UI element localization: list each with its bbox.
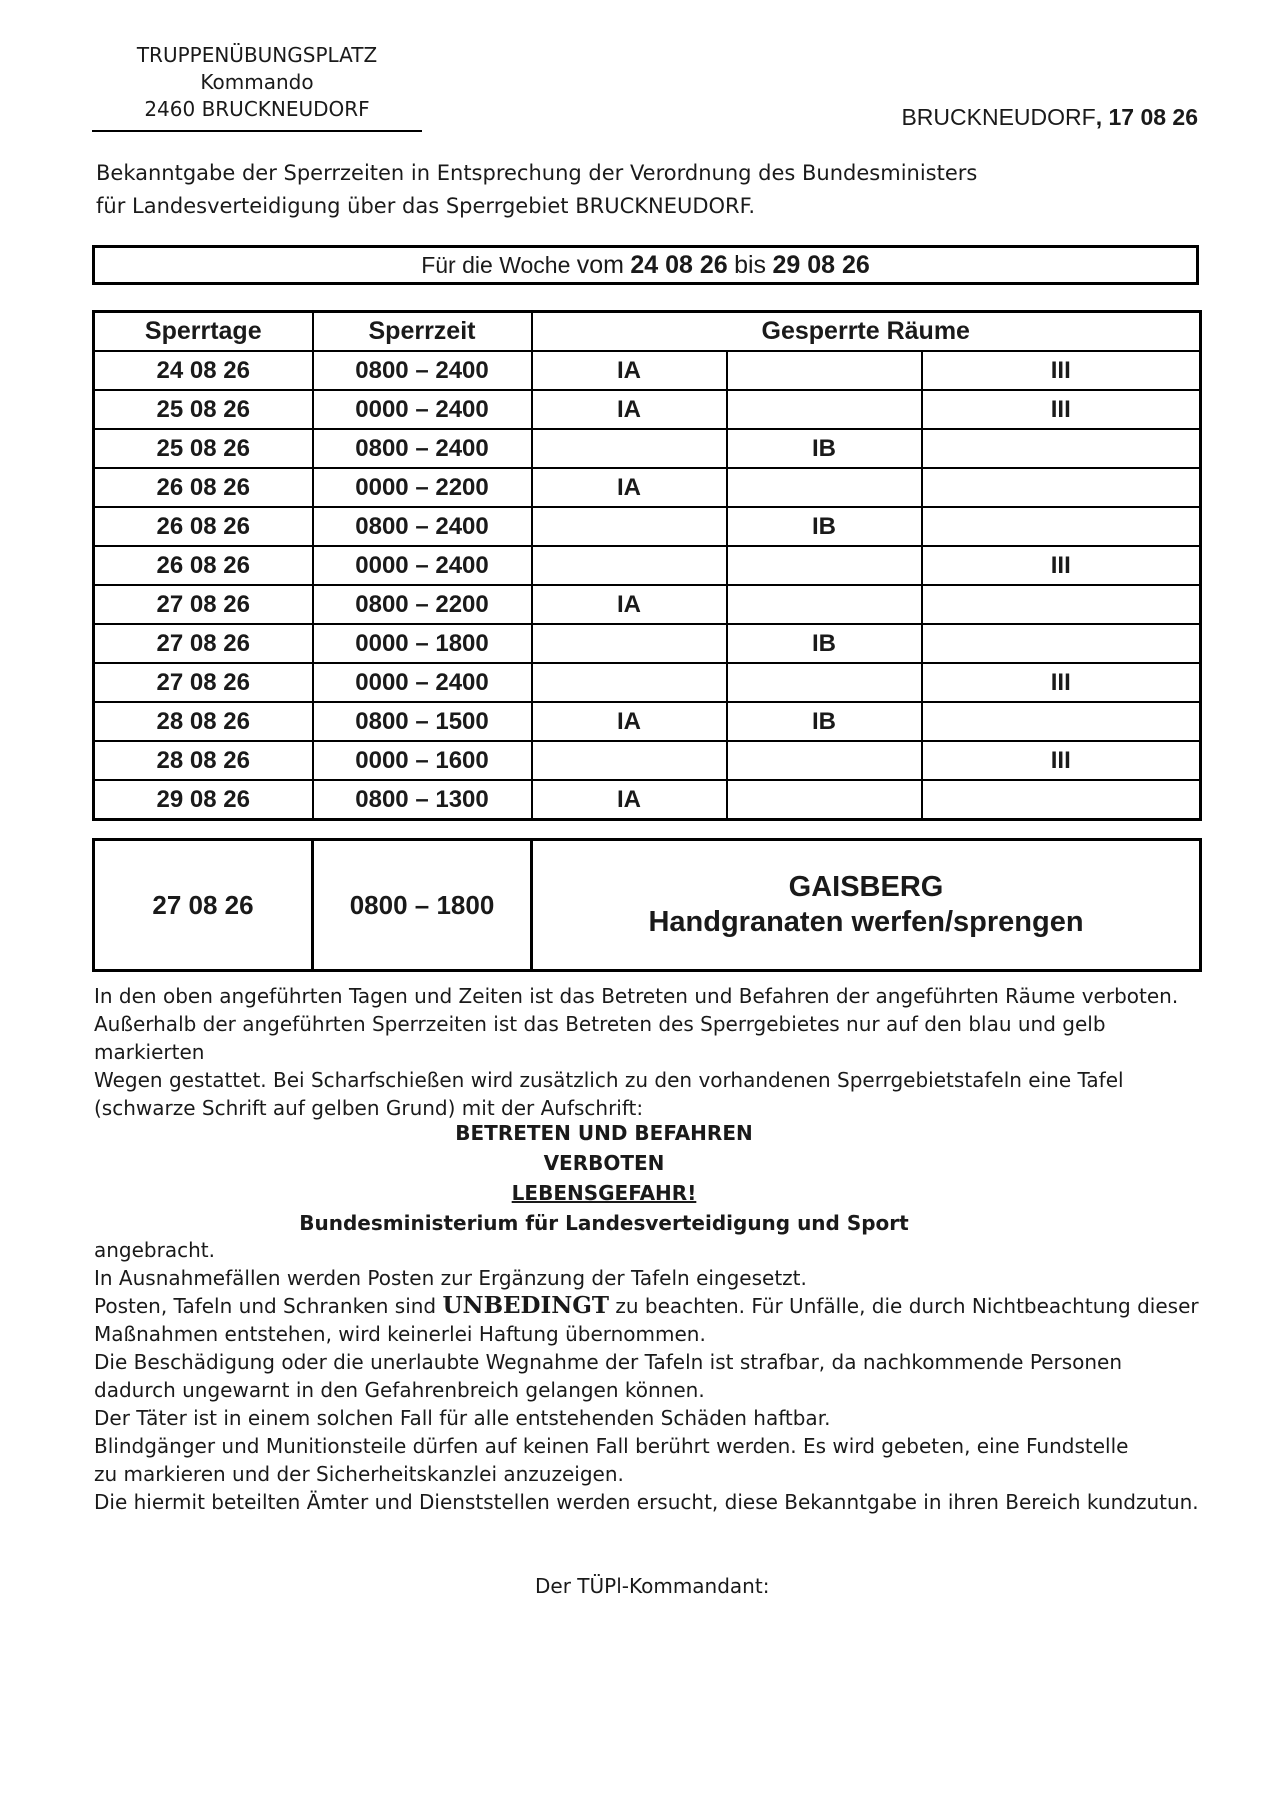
- table-row: [94, 585, 1201, 624]
- cell-area-a: [532, 546, 727, 585]
- paragraph-1-line: In den oben angeführten Tagen und Zeiten ist das Betreten und Befahren der angeführten Räume verboten.: [94, 984, 1179, 1008]
- week-from: 24 08 26: [630, 251, 728, 279]
- cell-area-b: IB: [727, 702, 922, 741]
- table-row: [94, 468, 1201, 507]
- table-row: [94, 546, 1201, 585]
- cell-time: 0800 – 2400: [313, 429, 532, 468]
- closure-table: [92, 310, 1202, 821]
- sender-block: [92, 42, 422, 123]
- cell-area-b: [727, 741, 922, 780]
- cell-date: 25 08 26: [94, 390, 313, 429]
- week-prefix: Für die Woche: [421, 252, 577, 278]
- cell-area-a: IA: [532, 390, 727, 429]
- cell-area-c: [922, 585, 1201, 624]
- header-gesperrte-raeume: Gesperrte Räume: [532, 312, 1201, 352]
- cell-area-c: [922, 468, 1201, 507]
- special-activity: Handgranaten werfen/sprengen: [648, 906, 1084, 938]
- paragraph-2-line: Der Täter ist in einem solchen Fall für alle entstehenden Schäden haftbar.: [94, 1406, 831, 1430]
- intro-text: [96, 157, 1116, 223]
- table-row: [94, 429, 1201, 468]
- place-date: [901, 104, 1198, 131]
- cell-time: 0800 – 2200: [313, 585, 532, 624]
- header-sperrtage: Sperrtage: [94, 312, 313, 352]
- cell-area-b: [727, 390, 922, 429]
- cell-date: 29 08 26: [94, 780, 313, 820]
- table-row: [94, 624, 1201, 663]
- cell-area-a: IA: [532, 702, 727, 741]
- paragraph-1-line: (schwarze Schrift auf gelben Grund) mit der Aufschrift:: [94, 1096, 644, 1120]
- cell-area-b: IB: [727, 507, 922, 546]
- cell-date: 27 08 26: [94, 624, 313, 663]
- cell-area-b: [727, 663, 922, 702]
- paragraph-2-line: Blindgänger und Munitionsteile dürfen auf keinen Fall berührt werden. Es wird gebeten, eine Fundstelle: [94, 1434, 1129, 1458]
- paragraph-2-line: [94, 1292, 1204, 1320]
- table-row: [94, 780, 1201, 820]
- table-row: [94, 507, 1201, 546]
- cell-date: 24 08 26: [94, 351, 313, 390]
- header-sperrzeit: Sperrzeit: [313, 312, 532, 352]
- paragraph-2-line: Die Beschädigung oder die unerlaubte Wegnahme der Tafeln ist strafbar, da nachkommende Personen: [94, 1350, 1123, 1374]
- table-row: [94, 351, 1201, 390]
- cell-area-a: [532, 429, 727, 468]
- paragraph-2-line: dadurch ungewarnt in den Gefahrenbreich gelangen können.: [94, 1378, 705, 1402]
- cell-area-c: [922, 429, 1201, 468]
- special-location: GAISBERG: [788, 871, 944, 903]
- cell-area-c: [922, 780, 1201, 820]
- notice-line-3: LEBENSGEFAHR!: [511, 1181, 697, 1205]
- cell-time: 0800 – 1500: [313, 702, 532, 741]
- paragraph-2-line: Die hiermit beteilten Ämter und Dienststellen werden ersucht, diese Bekanntgabe in ihren Bereich kundzutun.: [94, 1490, 1199, 1514]
- week-box: [92, 245, 1199, 285]
- special-row: [94, 840, 1201, 971]
- cell-area-b: [727, 468, 922, 507]
- cell-area-a: [532, 507, 727, 546]
- cell-area-a: IA: [532, 585, 727, 624]
- paragraph-1: [94, 982, 1204, 1122]
- cell-time: 0000 – 2400: [313, 546, 532, 585]
- week-vom: vom: [576, 251, 624, 279]
- cell-area-a: IA: [532, 780, 727, 820]
- sender-line-3: 2460 BRUCKNEUDORF: [144, 97, 370, 121]
- cell-time: 0000 – 2200: [313, 468, 532, 507]
- cell-area-c: [922, 507, 1201, 546]
- place: BRUCKNEUDORF: [901, 104, 1096, 130]
- date: , 17 08 26: [1095, 104, 1198, 130]
- cell-time: 0000 – 1800: [313, 624, 532, 663]
- special-date: 27 08 26: [94, 840, 313, 971]
- intro-line-2: für Landesverteidigung über das Sperrgebiet BRUCKNEUDORF.: [96, 194, 756, 218]
- cell-area-c: III: [922, 546, 1201, 585]
- intro-line-1: Bekanntgabe der Sperrzeiten in Entsprechung der Verordnung des Bundesministers: [96, 161, 978, 185]
- cell-area-b: [727, 780, 922, 820]
- cell-area-b: [727, 585, 922, 624]
- cell-area-a: [532, 741, 727, 780]
- sender-line-2: Kommando: [200, 70, 314, 94]
- cell-area-c: III: [922, 741, 1201, 780]
- special-time: 0800 – 1800: [313, 840, 532, 971]
- cell-time: 0800 – 2400: [313, 351, 532, 390]
- sender-underline: [92, 130, 422, 132]
- notice-line-2: VERBOTEN: [543, 1151, 665, 1175]
- week-to: 29 08 26: [772, 251, 870, 279]
- sender-line-1: TRUPPENÜBUNGSPLATZ: [136, 43, 378, 67]
- cell-date: 26 08 26: [94, 507, 313, 546]
- cell-area-c: [922, 702, 1201, 741]
- special-event-table: [92, 838, 1202, 972]
- cell-time: 0800 – 1300: [313, 780, 532, 820]
- cell-time: 0800 – 2400: [313, 507, 532, 546]
- table-row: [94, 702, 1201, 741]
- signature-label: Der TÜPl-Kommandant:: [535, 1574, 770, 1598]
- paragraph-1-line: Außerhalb der angeführten Sperrzeiten ist das Betreten des Sperrgebietes nur auf den blau und gelb markierten: [94, 1012, 1106, 1064]
- cell-time: 0000 – 2400: [313, 663, 532, 702]
- cell-area-b: IB: [727, 429, 922, 468]
- paragraph-2: [94, 1236, 1204, 1516]
- cell-area-b: [727, 546, 922, 585]
- cell-area-c: [922, 624, 1201, 663]
- cell-date: 28 08 26: [94, 702, 313, 741]
- table-row: [94, 663, 1201, 702]
- text-run: zu beachten. Für Unfälle, die durch Nichtbeachtung dieser: [609, 1294, 1199, 1318]
- table-row: [94, 741, 1201, 780]
- cell-date: 28 08 26: [94, 741, 313, 780]
- emphasis-unbedingt: UNBEDINGT: [442, 1292, 610, 1319]
- cell-area-a: IA: [532, 468, 727, 507]
- warning-sign-text: [94, 1118, 1114, 1238]
- notice-line-1: BETRETEN UND BEFAHREN: [455, 1121, 753, 1145]
- paragraph-1-line: Wegen gestattet. Bei Scharfschießen wird zusätzlich zu den vorhandenen Sperrgebietstafeln eine Tafel: [94, 1068, 1124, 1092]
- cell-area-a: IA: [532, 351, 727, 390]
- cell-area-a: [532, 663, 727, 702]
- cell-area-c: III: [922, 663, 1201, 702]
- cell-time: 0000 – 1600: [313, 741, 532, 780]
- paragraph-2-line: zu markieren und der Sicherheitskanzlei anzuzeigen.: [94, 1462, 624, 1486]
- table-row: [94, 390, 1201, 429]
- cell-date: 25 08 26: [94, 429, 313, 468]
- cell-date: 27 08 26: [94, 585, 313, 624]
- notice-line-4: Bundesministerium für Landesverteidigung und Sport: [299, 1211, 909, 1235]
- text-run: Posten, Tafeln und Schranken sind: [94, 1294, 443, 1318]
- cell-area-b: IB: [727, 624, 922, 663]
- paragraph-2-line: In Ausnahmefällen werden Posten zur Ergänzung der Tafeln eingesetzt.: [94, 1266, 807, 1290]
- cell-date: 26 08 26: [94, 546, 313, 585]
- cell-date: 27 08 26: [94, 663, 313, 702]
- cell-area-c: III: [922, 390, 1201, 429]
- cell-time: 0000 – 2400: [313, 390, 532, 429]
- cell-area-c: III: [922, 351, 1201, 390]
- week-bis: bis: [734, 251, 767, 279]
- cell-area-a: [532, 624, 727, 663]
- special-description: [532, 840, 1201, 971]
- paragraph-2-line: angebracht.: [94, 1238, 215, 1262]
- cell-area-b: [727, 351, 922, 390]
- table-header-row: [94, 312, 1201, 352]
- cell-date: 26 08 26: [94, 468, 313, 507]
- paragraph-2-line: Maßnahmen entstehen, wird keinerlei Haftung übernommen.: [94, 1322, 706, 1346]
